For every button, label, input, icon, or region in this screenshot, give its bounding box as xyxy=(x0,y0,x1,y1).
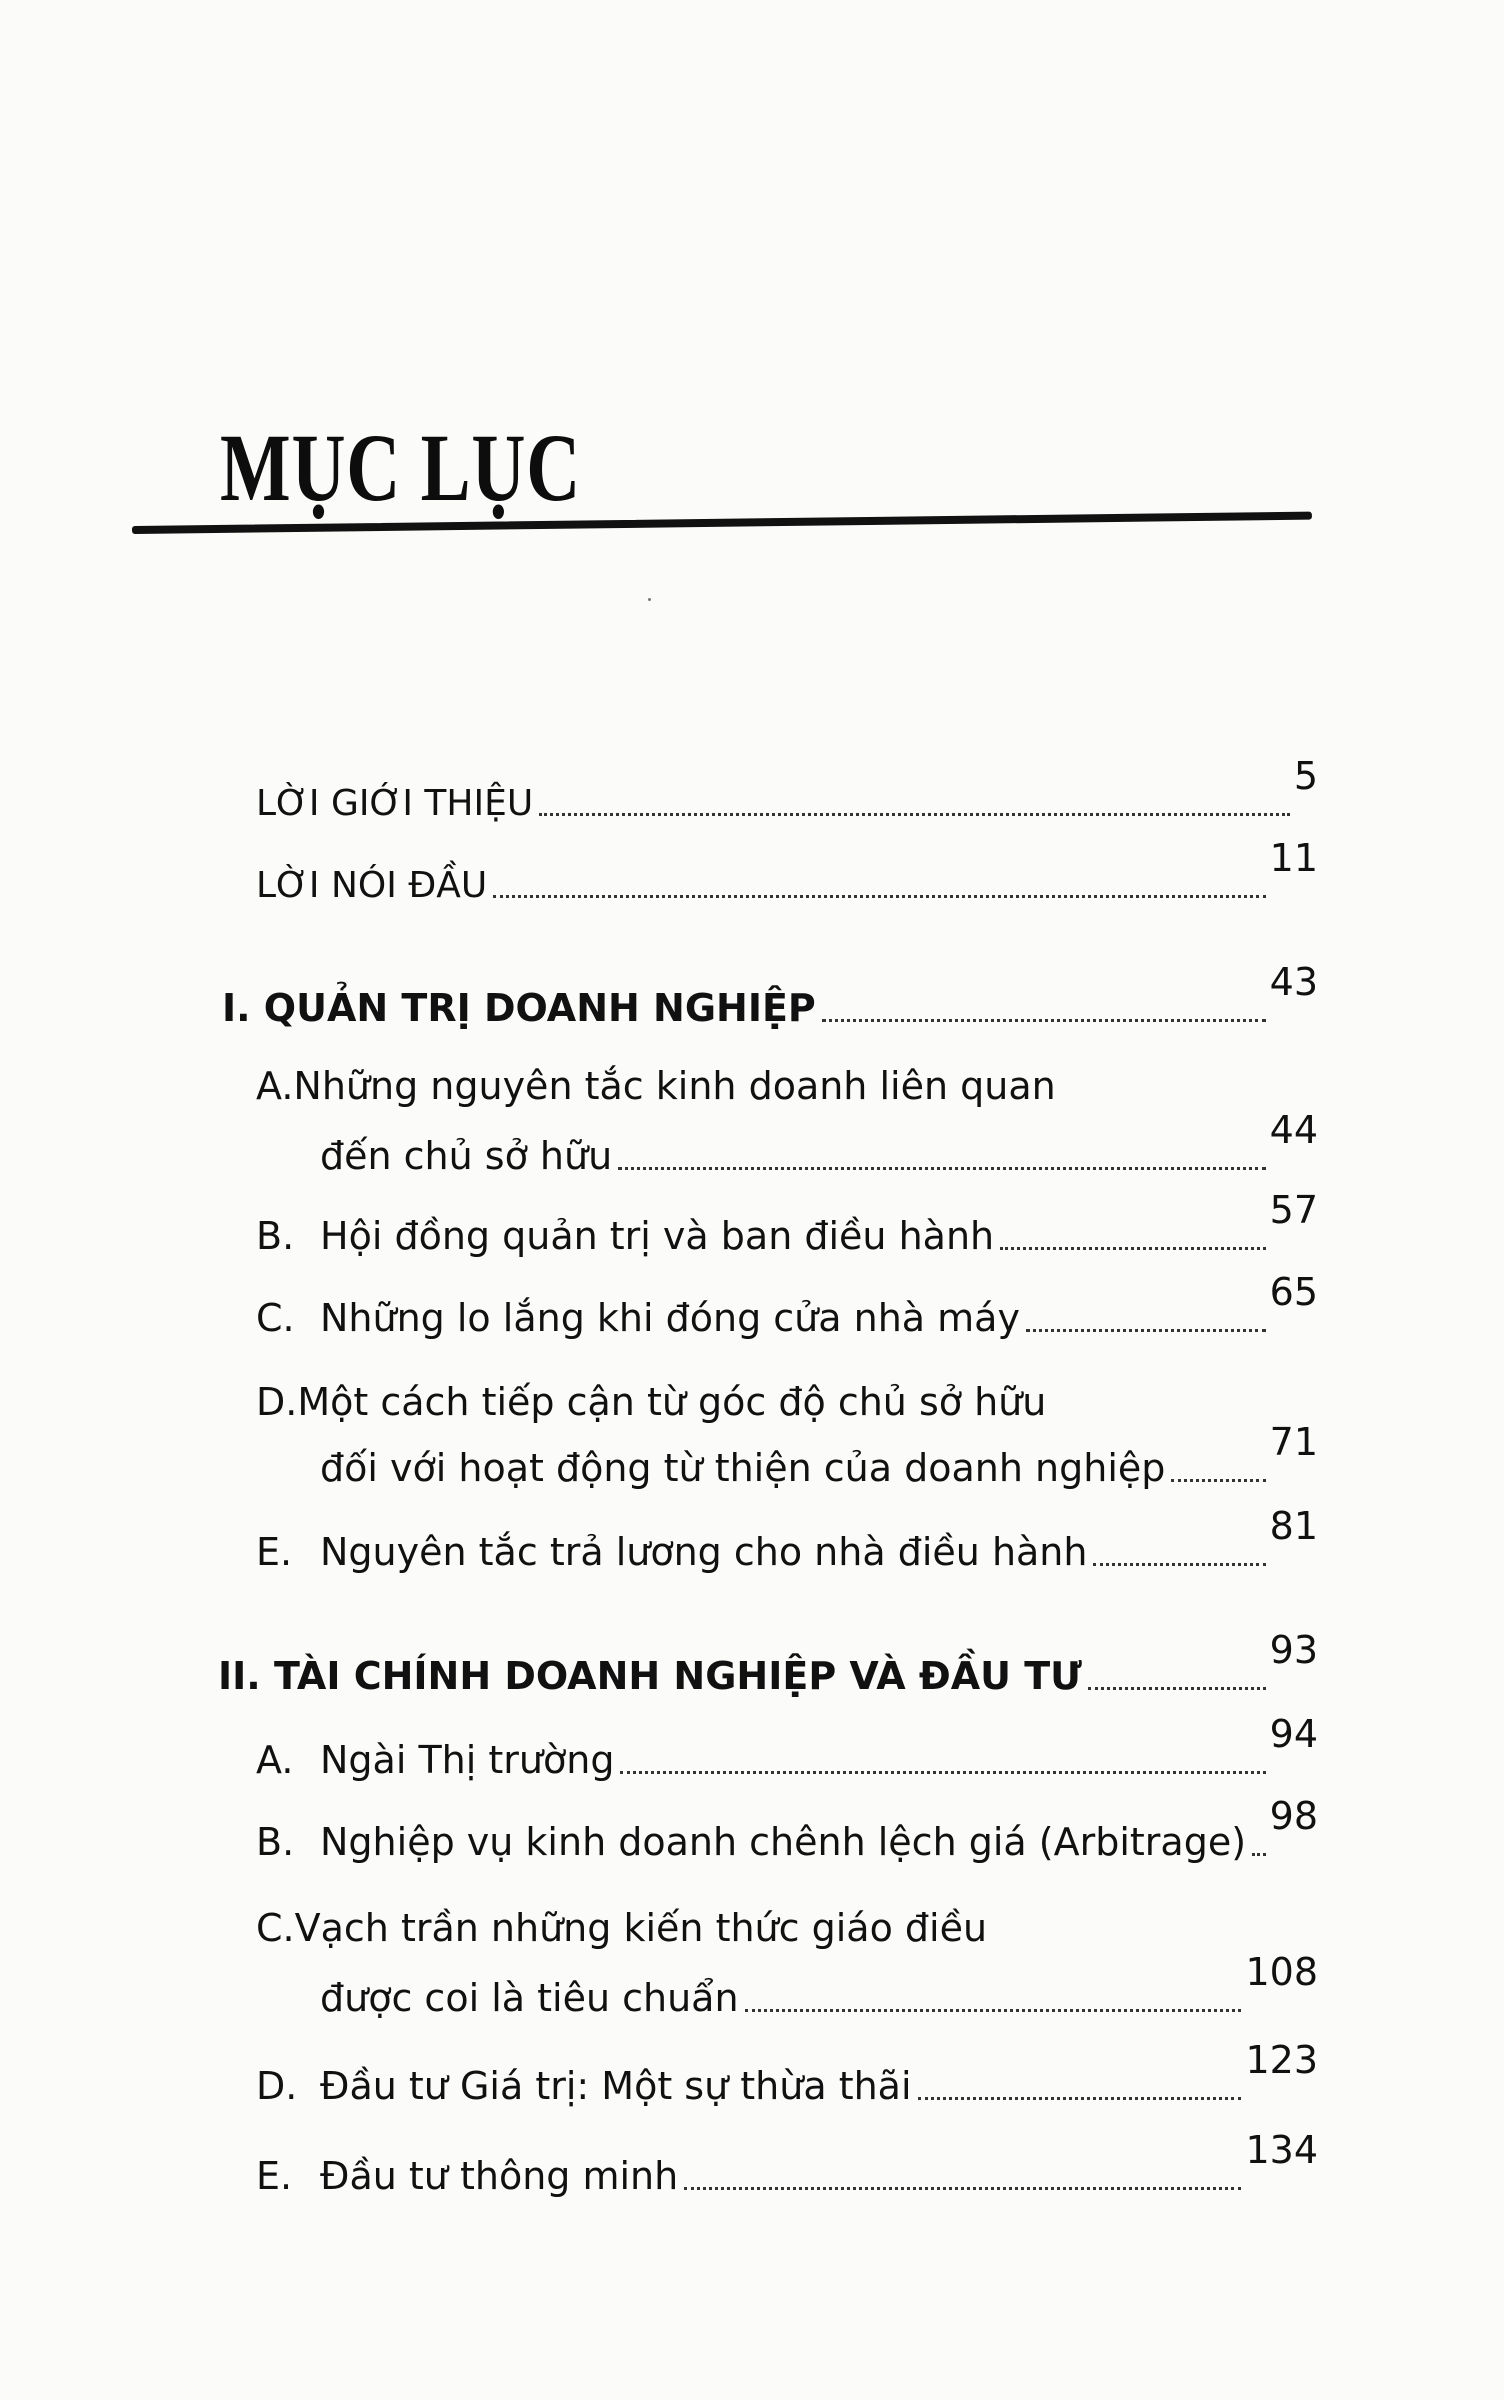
toc-entry-2d[interactable] xyxy=(256,2038,1318,2110)
toc-entry-label: Đầu tư thông minh xyxy=(320,2154,679,2198)
toc-page-number: 71 xyxy=(1269,1420,1318,1464)
toc-entry-label: Ngài Thị trường xyxy=(320,1738,615,1782)
toc-entry-letter: D. xyxy=(256,2064,298,2108)
toc-entry-1e[interactable] xyxy=(256,1504,1318,1576)
toc-entry-intro[interactable] xyxy=(256,754,1318,826)
toc-entry-label: Những lo lắng khi đóng cửa nhà máy xyxy=(320,1296,1020,1340)
toc-entry-1a-line1[interactable] xyxy=(256,1064,1056,1108)
toc-page-number: 5 xyxy=(1293,754,1318,798)
print-speck xyxy=(648,598,651,601)
dot-leader xyxy=(1026,1329,1266,1332)
toc-page-number: 134 xyxy=(1245,2128,1318,2172)
dot-leader xyxy=(1000,1247,1266,1250)
toc-entry-2a[interactable] xyxy=(256,1712,1318,1784)
toc-part-2[interactable] xyxy=(218,1628,1318,1700)
toc-entry-1d-line1[interactable] xyxy=(256,1380,1046,1424)
toc-entry-letter: E. xyxy=(256,1530,293,1574)
dot-leader xyxy=(745,2009,1242,2012)
toc-entry-label: Vạch trần những kiến thức giáo điều xyxy=(294,1906,988,1950)
toc-part-label: I. QUẢN TRỊ DOANH NGHIỆP xyxy=(222,986,816,1030)
toc-page-number: 123 xyxy=(1245,2038,1318,2082)
dot-leader xyxy=(822,1019,1266,1022)
toc-page-number: 11 xyxy=(1269,836,1318,880)
toc-entry-label: Những nguyên tắc kinh doanh liên quan xyxy=(293,1064,1056,1108)
toc-page-number: 94 xyxy=(1269,1712,1318,1756)
dot-leader xyxy=(539,813,1290,816)
toc-page-number: 43 xyxy=(1269,960,1318,1004)
toc-entry-letter: E. xyxy=(256,2154,293,2198)
toc-entry-2c-line1[interactable] xyxy=(256,1906,987,1950)
dot-leader xyxy=(493,895,1265,898)
toc-entry-letter: A. xyxy=(256,1064,294,1108)
dot-leader xyxy=(618,1167,1265,1170)
toc-page-number: 108 xyxy=(1245,1950,1318,1994)
toc-entry-2b[interactable] xyxy=(256,1794,1318,1866)
toc-page-number: 44 xyxy=(1269,1108,1318,1152)
toc-entry-label: Đầu tư Giá trị: Một sự thừa thãi xyxy=(320,2064,912,2108)
toc-entry-1d[interactable] xyxy=(320,1420,1318,1492)
dot-leader xyxy=(684,2187,1241,2190)
toc-entry-1a[interactable] xyxy=(320,1108,1318,1180)
dot-leader xyxy=(1088,1687,1266,1690)
toc-entry-2e[interactable] xyxy=(256,2128,1318,2200)
toc-part-1[interactable] xyxy=(222,960,1318,1032)
toc-entry-preface[interactable] xyxy=(256,836,1318,908)
toc-entry-label: Một cách tiếp cận từ góc độ chủ sở hữu xyxy=(297,1380,1047,1424)
toc-entry-1c[interactable] xyxy=(256,1270,1318,1342)
toc-entry-label: LỜI NÓI ĐẦU xyxy=(256,865,488,907)
dot-leader xyxy=(1093,1563,1265,1566)
toc-entry-label: Hội đồng quản trị và ban điều hành xyxy=(320,1214,995,1258)
toc-entry-letter: D. xyxy=(256,1380,298,1424)
toc-entry-letter: B. xyxy=(256,1214,295,1258)
toc-page-number: 98 xyxy=(1269,1794,1318,1838)
dot-leader xyxy=(620,1771,1265,1774)
page-title: MỤC LỤC xyxy=(220,414,582,521)
toc-entry-letter: A. xyxy=(256,1738,294,1782)
toc-entry-letter: C. xyxy=(256,1296,295,1340)
toc-entry-label: Nguyên tắc trả lương cho nhà điều hành xyxy=(320,1530,1088,1574)
toc-entry-letter: B. xyxy=(256,1820,295,1864)
toc-entry-label: Nghiệp vụ kinh doanh chênh lệch giá (Arbitrage) xyxy=(320,1820,1247,1864)
toc-page-number: 57 xyxy=(1269,1188,1318,1232)
toc-entry-label-cont: được coi là tiêu chuẩn xyxy=(320,1976,739,2020)
toc-entry-letter: C. xyxy=(256,1906,295,1950)
toc-entry-label: LỜI GIỚI THIỆU xyxy=(256,783,534,825)
dot-leader xyxy=(1171,1479,1265,1482)
dot-leader xyxy=(918,2097,1242,2100)
toc-entry-label-cont: đến chủ sở hữu xyxy=(320,1134,613,1178)
toc-page-number: 81 xyxy=(1269,1504,1318,1548)
dot-leader xyxy=(1252,1853,1266,1856)
toc-page-number: 93 xyxy=(1269,1628,1318,1672)
toc-entry-label-cont: đối với hoạt động từ thiện của doanh nghiệp xyxy=(320,1446,1166,1490)
toc-part-label: II. TÀI CHÍNH DOANH NGHIỆP VÀ ĐẦU TƯ xyxy=(218,1654,1082,1698)
toc-page-number: 65 xyxy=(1269,1270,1318,1314)
toc-entry-1b[interactable] xyxy=(256,1188,1318,1260)
toc-entry-2c[interactable] xyxy=(320,1950,1318,2022)
